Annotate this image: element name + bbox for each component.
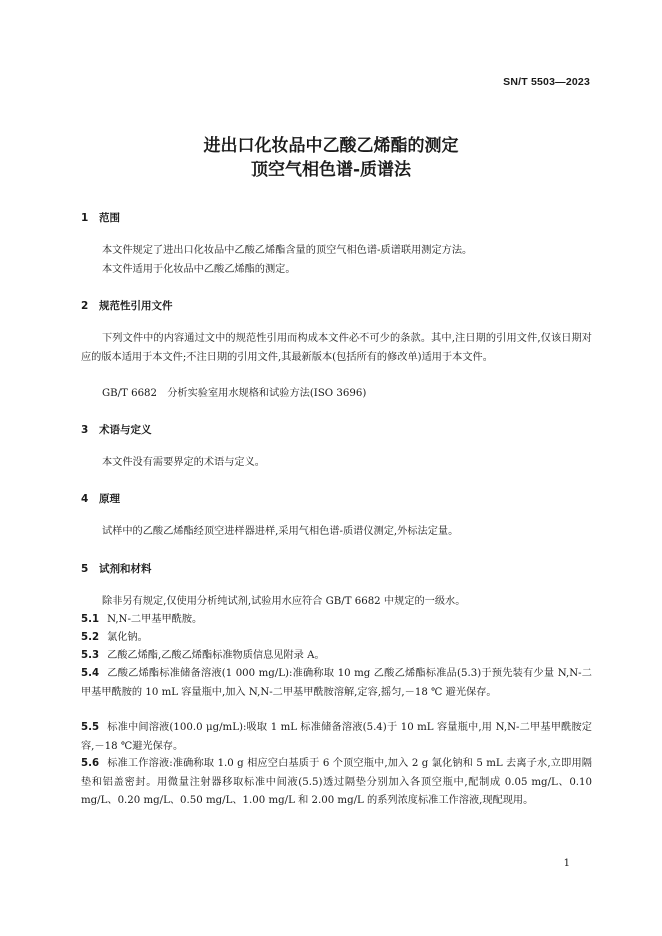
- clause-5-3: [81, 647, 592, 666]
- clause-text: 标准工作溶液:准确称取 1.0 g 相应空白基质于 6 个顶空瓶中,加入 2 g 氯化钠和 5 mL 去离子水,立即用隔垫和铝盖密封。用微量注射器移取标准中间液(5.5)透过隔垫分别加入各顶空瓶中,配制成 0.05 mg/L、0.10 mg/L、0.20 mg/L、0.50 mg/L、1.00 mg/L 和 2.00 mg/L 的系列浓度标准工作溶液,现配现用。: [81, 758, 592, 806]
- clause-text: 标准中间溶液(100.0 μg/mL):吸取 1 mL 标准储备溶液(5.4)于 10 mL 容量瓶中,用 N,N-二甲基甲酰胺定容,－18 ℃避光保存。: [81, 722, 592, 752]
- section-number: 5: [81, 563, 89, 575]
- page-number: 1: [563, 858, 570, 869]
- clause-5-5: [81, 719, 592, 756]
- section-2-paragraph-1: 下列文件中的内容通过文中的规范性引用而构成本文件必不可少的条款。其中,注日期的引用文件,仅该日期对应的版本适用于本文件;不注日期的引用文件,其最新版本(包括所有的修改单)适用于本文件。: [81, 333, 592, 363]
- clause-number: 5.1: [81, 614, 100, 625]
- clause-5-6: [81, 755, 592, 811]
- clause-text: 乙酸乙烯酯标准储备溶液(1 000 mg/L):准确称取 10 mg 乙酸乙烯酯标准品(5.3)于预先装有少量 N,N-二甲基甲酰胺的 10 mL 容量瓶中,加入 N,N-二甲基甲酰胺溶解,定容,摇匀,－18 ℃ 避光保存。: [81, 668, 592, 698]
- section-4-paragraph-1: 试样中的乙酸乙烯酯经顶空进样器进样,采用气相色谱-质谱仪测定,外标法定量。: [102, 526, 459, 537]
- clause-text: N,N-二甲基甲酰胺。: [107, 614, 203, 625]
- section-1-heading: [81, 210, 120, 225]
- section-5-heading: [81, 561, 152, 576]
- clause-number: 5.2: [81, 632, 100, 643]
- clause-5-1: [81, 611, 592, 630]
- section-3-paragraph-1: 本文件没有需要界定的术语与定义。: [102, 457, 265, 468]
- section-title: 范围: [99, 212, 120, 224]
- section-number: 4: [81, 493, 89, 505]
- section-2-heading: [81, 298, 173, 313]
- section-5-paragraph-1: 除非另有规定,仅使用分析纯试剂,试验用水应符合 GB/T 6682 中规定的一级水。: [102, 596, 466, 607]
- section-2-reference: GB/T 6682 分析实验室用水规格和试验方法(ISO 3696): [102, 388, 367, 399]
- standard-code: SN/T 5503—2023: [503, 76, 590, 88]
- section-1-paragraph-1: 本文件规定了进出口化妆品中乙酸乙烯酯含量的顶空气相色谱-质谱联用测定方法。: [102, 245, 473, 256]
- section-1-paragraph-2: 本文件适用于化妆品中乙酸乙烯酯的测定。: [102, 264, 296, 275]
- clause-number: 5.5: [81, 722, 100, 733]
- section-number: 1: [81, 212, 89, 224]
- document-title-line2: 顶空气相色谱-质谱法: [250, 160, 412, 180]
- clause-number: 5.6: [81, 758, 100, 769]
- section-title: 术语与定义: [99, 424, 152, 436]
- clause-text: 乙酸乙烯酯,乙酸乙烯酯标准物质信息见附录 A。: [107, 650, 325, 661]
- section-3-heading: [81, 422, 152, 437]
- section-number: 2: [81, 300, 89, 312]
- clause-text: 氯化钠。: [107, 632, 148, 643]
- section-number: 3: [81, 424, 89, 436]
- section-title: 规范性引用文件: [99, 300, 173, 312]
- clause-number: 5.3: [81, 650, 100, 661]
- section-4-heading: [81, 491, 120, 506]
- clause-5-2: [81, 629, 592, 648]
- clause-5-4: [81, 665, 592, 702]
- section-title: 原理: [99, 493, 120, 505]
- section-title: 试剂和材料: [99, 563, 152, 575]
- clause-number: 5.4: [81, 668, 100, 679]
- document-title-line1: 进出口化妆品中乙酸乙烯酯的测定: [203, 136, 459, 156]
